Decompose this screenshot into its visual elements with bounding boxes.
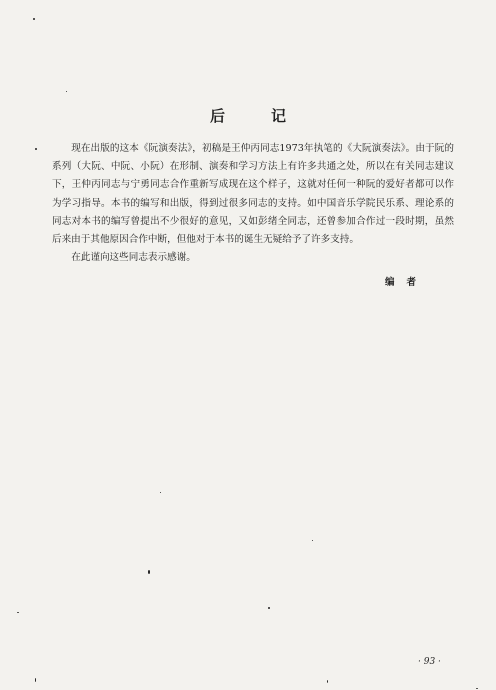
scan-speck — [312, 540, 313, 541]
scan-speck — [35, 678, 36, 682]
scan-speck — [35, 148, 37, 150]
page-title: 后记 — [209, 107, 332, 125]
scan-speck — [148, 570, 150, 574]
scan-speck — [476, 688, 478, 689]
scan-speck — [160, 492, 161, 493]
scan-speck — [17, 612, 19, 613]
scan-speck — [33, 18, 35, 20]
paragraph-main: 现在出版的这本《阮演奏法》，初稿是王仲丙同志1973年执笔的《大阮演奏法》。由于阮的系列（大阮、中阮、小阮）在形制、演奏和学习方法上有许多共通之处，所以在有关同志建议下，王仲丙同志与宁勇同志合作重新写成现在这个样子，这就对任何一种阮的爱好者都可以作为学习指导。本书的编写和出版，得到过很多同志的支持。如中国音乐学院民乐系、理论系的同志对本书的编写曾提出不少很好的意见，又如彭绪全同志，还曾参加合作过一段时期，虽然后来由于其他原因合作中断，但他对于本书的诞生无疑给予了许多支持。 — [52, 143, 454, 246]
scan-speck — [327, 680, 328, 683]
scan-speck — [268, 607, 270, 609]
signature: 编者 — [385, 277, 429, 288]
paragraph-thanks: 在此谨向这些同志表示感谢。 — [71, 252, 196, 264]
page-number: · 93 · — [418, 657, 441, 667]
body-text — [52, 140, 454, 267]
scan-speck — [66, 91, 67, 92]
